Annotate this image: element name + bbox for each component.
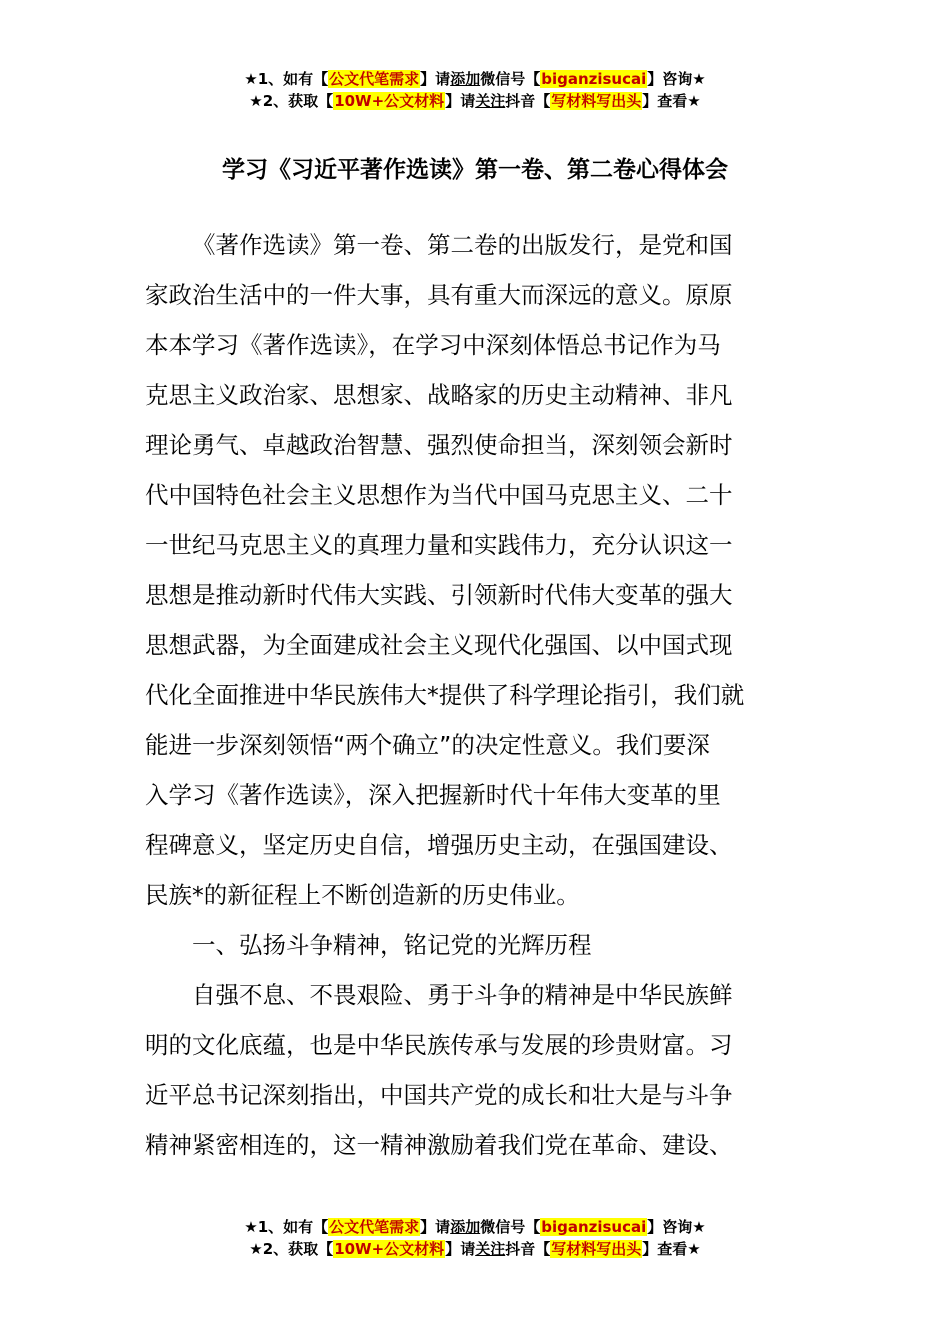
highlight-service: 公文代笔需求 — [329, 70, 420, 88]
banner-line-2: ★2、获取【10W+公文材料】请关注抖音【写材料写出头】查看★ — [249, 1240, 701, 1258]
paragraph-line: 思想武器，为全面建成社会主义现代化强国、以中国式现 — [145, 631, 733, 659]
section-heading: 一、弘扬斗争精神，铭记党的光辉历程 — [192, 931, 592, 959]
footer-banner — [0, 1216, 950, 1260]
highlight-materials: 10W+公文材料 — [334, 1240, 445, 1258]
banner-line-2: ★2、获取【10W+公文材料】请关注抖音【写材料写出头】查看★ — [249, 92, 701, 110]
paragraph-line: 《著作选读》第一卷、第二卷的出版发行，是党和国 — [192, 231, 733, 259]
highlight-service: 公文代笔需求 — [329, 1218, 420, 1236]
paragraph-line: 精神紧密相连的，这一精神激励着我们党在革命、建设、 — [145, 1131, 733, 1159]
highlight-wechat-id: biganzisucai — [541, 70, 647, 88]
paragraph-line: 民族*的新征程上不断创造新的历史伟业。 — [145, 881, 580, 909]
paragraph-line: 克思主义政治家、思想家、战略家的历史主动精神、非凡 — [145, 381, 733, 409]
paragraph-line: 程碑意义，坚定历史自信，增强历史主动，在强国建设、 — [145, 831, 733, 859]
header-banner — [0, 68, 950, 112]
paragraph-line: 理论勇气、卓越政治智慧、强烈使命担当，深刻领会新时 — [145, 431, 733, 459]
paragraph-line: 明的文化底蕴，也是中华民族传承与发展的珍贵财富。习 — [145, 1031, 733, 1059]
paragraph-line: 代化全面推进中华民族伟大*提供了科学理论指引，我们就 — [145, 681, 745, 709]
highlight-wechat-id: biganzisucai — [541, 1218, 647, 1236]
paragraph-line: 入学习《著作选读》，深入把握新时代十年伟大变革的里 — [145, 781, 721, 809]
document-body — [145, 220, 805, 1170]
document-title: 学习《习近平著作选读》第一卷、第二卷心得体会 — [222, 157, 728, 183]
paragraph-line: 近平总书记深刻指出，中国共产党的成长和壮大是与斗争 — [145, 1081, 733, 1109]
paragraph-line: 能进一步深刻领悟“两个确立”的决定性意义。我们要深 — [145, 731, 710, 759]
paragraph-line: 自强不息、不畏艰险、勇于斗争的精神是中华民族鲜 — [192, 981, 733, 1009]
paragraph-line: 代中国特色社会主义思想作为当代中国马克思主义、二十 — [145, 481, 733, 509]
paragraph-line: 家政治生活中的一件大事，具有重大而深远的意义。原原 — [145, 281, 733, 309]
paragraph-line: 一世纪马克思主义的真理力量和实践伟力，充分认识这一 — [145, 531, 733, 559]
highlight-douyin-account: 写材料写出头 — [551, 1240, 642, 1258]
paragraph-line: 本本学习《著作选读》，在学习中深刻体悟总书记作为马 — [145, 331, 721, 359]
banner-line-1: ★1、如有【公文代笔需求】请添加微信号【biganzisucai】咨询★ — [244, 70, 706, 88]
highlight-douyin-account: 写材料写出头 — [551, 92, 642, 110]
banner-line-1: ★1、如有【公文代笔需求】请添加微信号【biganzisucai】咨询★ — [244, 1218, 706, 1236]
highlight-materials: 10W+公文材料 — [334, 92, 445, 110]
paragraph-line: 思想是推动新时代伟大实践、引领新时代伟大变革的强大 — [145, 581, 733, 609]
